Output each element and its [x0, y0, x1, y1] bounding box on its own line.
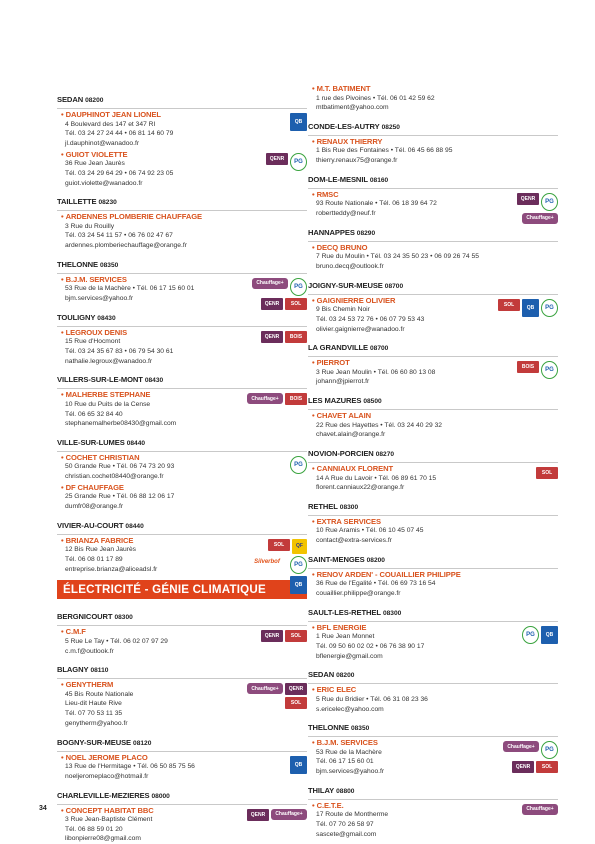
company-name: MALHERBE STEPHANE [66, 390, 151, 399]
certification-logos [235, 456, 307, 474]
qualisol-icon: SOL [536, 467, 558, 479]
qualisol-icon: SOL [285, 298, 307, 310]
contact-line: Tél. 03 24 54 11 57 • 06 76 02 47 67 [61, 231, 307, 241]
city-heading [57, 605, 307, 626]
city-name: SEDAN [57, 95, 83, 104]
company-name: C.E.T.E. [317, 801, 344, 810]
company-entry [308, 190, 558, 219]
company-entry [308, 243, 558, 272]
city-heading [57, 88, 307, 109]
postal-code: 08200 [367, 557, 385, 564]
city-heading [308, 779, 558, 800]
city-heading [57, 514, 307, 535]
company-name-row [312, 517, 558, 527]
company-entry [57, 627, 307, 656]
city-heading [57, 190, 307, 211]
postal-code: 08290 [357, 230, 375, 237]
city-heading [57, 731, 307, 752]
qualisol-icon: SOL [498, 299, 520, 311]
certification-logos [235, 393, 307, 405]
email-link[interactable]: couaillier.philippe@orange.fr [312, 589, 558, 599]
postal-code: 08000 [152, 793, 170, 800]
company-entry [57, 110, 307, 149]
postal-code: 08160 [370, 177, 388, 184]
city-name: THELONNE [57, 260, 98, 269]
company-name: RENOV ARDEN' - COUAILLIER PHILIPPE [317, 570, 461, 579]
postal-code: 08350 [351, 725, 369, 732]
certification-logos [235, 539, 307, 594]
contact-line: Tél. 06 17 15 60 01 [312, 757, 558, 767]
city-heading [57, 431, 307, 452]
contact-line: 14 A Rue du Lavoir • Tél. 06 89 61 70 15 [312, 474, 558, 484]
city-heading [308, 716, 558, 737]
company-name: DECQ BRUNO [317, 243, 368, 252]
contact-line: 45 Bis Route Nationale [61, 690, 307, 700]
certification-logos [486, 467, 558, 479]
company-name: CANNIAUX FLORENT [317, 464, 393, 473]
postal-code: 08500 [363, 398, 381, 405]
city-name: LES MAZURES [308, 396, 361, 405]
chauffage-plus-icon: Chauffage+ [522, 213, 558, 224]
chauffage-plus-icon: Chauffage+ [247, 393, 283, 404]
contact-line: 10 Rue Aramis • Tél. 06 10 45 07 45 [312, 526, 558, 536]
bullet-icon: • [312, 517, 315, 526]
qualibat-icon: QB [290, 113, 307, 131]
company-name: EXTRA SERVICES [317, 517, 381, 526]
company-name: GUIOT VIOLETTE [66, 150, 128, 159]
bullet-icon: • [312, 411, 315, 420]
company-name: BRIANZA FABRICE [66, 536, 134, 545]
qualisol-icon: SOL [285, 697, 307, 709]
certification-logos [235, 756, 307, 774]
contact-line: Tél. 07 70 26 58 97 [312, 820, 558, 830]
city-name: HANNAPPES [308, 228, 355, 237]
contact-line: 3 Rue Jean Moulin • Tél. 06 60 80 13 08 [312, 368, 558, 378]
qualibat-icon: QB [290, 756, 307, 774]
city-name: SAULT-LES-RETHEL [308, 608, 381, 617]
contact-line: 3 Rue du Rouilly [61, 222, 307, 232]
company-entry [57, 753, 307, 782]
company-entry [308, 570, 558, 599]
city-name: RETHEL [308, 502, 338, 511]
bullet-icon: • [61, 453, 64, 462]
company-name-row [312, 685, 558, 695]
right-listing [308, 84, 558, 840]
contact-line: 36 Rue de l'Egalité • Tél. 06 69 73 16 54 [312, 579, 558, 589]
pg-icon: PG [290, 556, 307, 574]
certification-logos [235, 278, 307, 310]
company-name: CHAVET ALAIN [317, 411, 372, 420]
bullet-icon: • [61, 627, 64, 636]
email-link[interactable]: bjm.services@yahoo.fr [312, 767, 558, 777]
qualit-enr-icon: QENR [261, 331, 283, 343]
city-name: CHARLEVILLE-MEZIERES [57, 791, 150, 800]
company-entry [57, 806, 307, 844]
email-link[interactable]: noeljeromeplaco@hotmail.fr [61, 772, 307, 782]
email-link[interactable]: chavet.alain@orange.fr [312, 430, 558, 440]
city-name: THILAY [308, 786, 334, 795]
bullet-icon: • [312, 243, 315, 252]
city-heading [57, 253, 307, 274]
pg-icon: PG [290, 278, 307, 296]
qualifelec-icon: QF [292, 539, 307, 554]
contact-line: 25 Grande Rue • Tél. 06 88 12 06 17 [61, 492, 307, 502]
chauffage-plus-icon: Chauffage+ [252, 278, 288, 289]
contact-line: Tél. 06 08 01 17 89 [61, 555, 307, 565]
email-link[interactable]: nathalie.legroux@wanadoo.fr [61, 357, 307, 367]
city-heading [308, 495, 558, 516]
company-name-row [312, 243, 558, 253]
left-listing-part-1 [57, 88, 307, 574]
bullet-icon: • [312, 801, 315, 810]
city-name: NOVION-PORCIEN [308, 449, 374, 458]
certification-logos [235, 153, 307, 171]
certification-logos [235, 683, 307, 709]
contact-line: Tél. 07 70 53 11 35 [61, 709, 307, 719]
company-entry [57, 390, 307, 429]
bullet-icon: • [61, 212, 64, 221]
postal-code: 08300 [114, 614, 132, 621]
company-entry [57, 150, 307, 189]
contact-line: 5 Rue Le Tay • Tél. 06 02 07 97 29 [61, 637, 307, 647]
email-link[interactable]: ardennes.plomberiechauffage@orange.fr [61, 241, 307, 251]
contact-line: 53 Rue de la Machère • Tél. 06 17 15 60 01 [61, 284, 307, 294]
pg-icon: PG [522, 626, 539, 644]
contact-line: 9 Bis Chemin Noir [312, 305, 558, 315]
email-link[interactable]: bruno.decq@outlook.fr [312, 262, 558, 272]
company-entry [57, 275, 307, 304]
qualit-enr-icon: QENR [261, 298, 283, 310]
contact-line: 10 Rue du Puits de la Cense [61, 400, 307, 410]
bullet-icon: • [61, 680, 64, 689]
email-link[interactable]: s.ericelec@yahoo.com [312, 705, 558, 715]
contact-line: Tél. 09 50 60 02 02 • 06 76 38 90 17 [312, 642, 558, 652]
qualisol-icon: SOL [268, 539, 290, 551]
company-name: B.J.M. SERVICES [66, 275, 127, 284]
company-name: ERIC ELEC [317, 685, 357, 694]
contact-line: 53 Rue de la Machère [312, 748, 558, 758]
contact-line: 15 Rue d'Hocmont [61, 337, 307, 347]
company-name: LEGROUX DENIS [66, 328, 128, 337]
company-name: DAUPHINOT JEAN LIONEL [66, 110, 161, 119]
company-entry [57, 328, 307, 367]
certification-logos [486, 193, 558, 224]
certification-logos [235, 331, 307, 343]
email-link[interactable]: dumfr08@orange.fr [61, 502, 307, 512]
city-heading [308, 601, 558, 622]
bullet-icon: • [61, 753, 64, 762]
contact-line: Tél. 06 88 59 01 20 [61, 825, 307, 835]
certification-logos [486, 626, 558, 644]
city-name: SAINT-MENGES [308, 555, 365, 564]
email-link[interactable]: robertteddy@neuf.fr [312, 209, 558, 219]
company-entry [57, 453, 307, 482]
contact-line: 36 Rue Jean Jaurès [61, 159, 307, 169]
qualisol-icon: SOL [285, 630, 307, 642]
qualibat-icon: QB [290, 576, 307, 594]
email-link[interactable]: libonpierre08@gmail.com [61, 834, 307, 844]
company-name-row [312, 570, 558, 580]
company-entry [308, 358, 558, 387]
postal-code: 08250 [382, 124, 400, 131]
company-name: DF CHAUFFAGE [66, 483, 124, 492]
email-link[interactable]: christian.cochet08440@orange.fr [61, 472, 307, 482]
contact-line: 17 Route de Montherme [312, 810, 558, 820]
email-link[interactable]: stephanemalherbe08430@gmail.com [61, 419, 307, 429]
company-entry [308, 685, 558, 714]
email-link[interactable]: entreprise.brianza@aliceadsl.fr [61, 565, 307, 575]
bullet-icon: • [312, 623, 315, 632]
section-title: ÉLECTRICITÉ - GÉNIE CLIMATIQUE [57, 580, 307, 599]
company-entry [308, 623, 558, 662]
company-name: COCHET CHRISTIAN [66, 453, 140, 462]
company-entry [308, 296, 558, 335]
contact-line: 3 Rue Jean-Baptiste Clément [61, 815, 307, 825]
email-link[interactable]: thierry.renaux75@orange.fr [312, 156, 558, 166]
company-entry [308, 411, 558, 440]
city-name: BOGNY-SUR-MEUSE [57, 738, 131, 747]
city-name: THELONNE [308, 723, 349, 732]
postal-code: 08350 [100, 262, 118, 269]
postal-code: 08430 [145, 377, 163, 384]
postal-code: 08440 [125, 523, 143, 530]
pg-icon: PG [541, 741, 558, 759]
qualibois-icon: BOIS [517, 361, 539, 373]
chauffage-plus-icon: Chauffage+ [522, 804, 558, 815]
company-name: BFL ENERGIE [317, 623, 367, 632]
company-entry [308, 84, 558, 113]
contact-line: 4 Boulevard des 147 et 347 RI [61, 120, 307, 130]
postal-code: 08430 [97, 315, 115, 322]
qualit-enr-icon: QENR [266, 153, 288, 165]
bullet-icon: • [312, 685, 315, 694]
contact-line: 12 Bis Rue Jean Jaurès [61, 545, 307, 555]
company-name: ARDENNES PLOMBERIE CHAUFFAGE [66, 212, 202, 221]
city-heading [308, 548, 558, 569]
company-name: GENYTHERM [66, 680, 114, 689]
email-link[interactable]: bjm.services@yahoo.fr [61, 294, 307, 304]
postal-code: 08230 [98, 199, 116, 206]
company-name: GAIGNIERRE OLIVIER [317, 296, 396, 305]
contact-line: Lieu-dit Haute Rive [61, 699, 307, 709]
email-link[interactable]: jl.dauphinot@wanadoo.fr [61, 139, 307, 149]
company-entry [308, 137, 558, 166]
city-name: TOULIGNY [57, 313, 95, 322]
company-entry [308, 738, 558, 777]
city-name: BERGNICOURT [57, 612, 112, 621]
bullet-icon: • [61, 806, 64, 815]
certification-logos [486, 361, 558, 379]
bullet-icon: • [312, 570, 315, 579]
postal-code: 08110 [90, 667, 108, 674]
contact-line: 13 Rue de l'Hermitage • Tél. 06 50 85 75 56 [61, 762, 307, 772]
email-link[interactable]: guiot.violette@wanadoo.fr [61, 179, 307, 189]
pg-icon: PG [541, 299, 558, 317]
company-entry [308, 517, 558, 546]
pg-icon: PG [541, 361, 558, 379]
certification-logos [486, 804, 558, 815]
pg-icon: PG [290, 456, 307, 474]
company-name: RENAUX THIERRY [317, 137, 383, 146]
city-heading [308, 336, 558, 357]
city-heading [308, 168, 558, 189]
company-name: CONCEPT HABITAT BBC [66, 806, 154, 815]
company-name: RMSC [317, 190, 339, 199]
contact-line: 93 Route Nationale • Tél. 06 18 39 64 72 [312, 199, 558, 209]
chauffage-plus-icon: Chauffage+ [503, 741, 539, 752]
email-link[interactable]: bflenergie@gmail.com [312, 652, 558, 662]
company-entry [57, 680, 307, 728]
company-name-row [312, 137, 558, 147]
company-name-row [312, 84, 558, 94]
contact-line: 1 Rue Jean Monnet [312, 632, 558, 642]
email-link[interactable]: sascete@gmail.com [312, 830, 558, 840]
city-name: VIVIER-AU-COURT [57, 521, 123, 530]
chauffage-plus-icon: Chauffage+ [271, 809, 307, 820]
company-name-row [312, 411, 558, 421]
city-name: CONDE-LES-AUTRY [308, 122, 380, 131]
contact-line: Tél. 06 65 32 84 40 [61, 410, 307, 420]
bullet-icon: • [61, 328, 64, 337]
qualibat-icon: QB [541, 626, 558, 644]
bullet-icon: • [61, 483, 64, 492]
city-heading [57, 658, 307, 679]
contact-line: 5 Rue du Bridier • Tél. 06 31 08 23 36 [312, 695, 558, 705]
bullet-icon: • [61, 275, 64, 284]
qualit-enr-icon: QENR [261, 630, 283, 642]
pg-icon: PG [290, 153, 307, 171]
left-column [57, 86, 307, 844]
city-heading [308, 442, 558, 463]
company-entry [308, 464, 558, 493]
contact-line: 22 Rue des Hayettes • Tél. 03 24 40 29 32 [312, 421, 558, 431]
page-number: 34 [39, 805, 47, 812]
city-name: VILLERS-SUR-LE-MONT [57, 375, 143, 384]
postal-code: 08300 [340, 504, 358, 511]
city-name: VILLE-SUR-LUMES [57, 438, 125, 447]
company-name: PIERROT [317, 358, 350, 367]
certification-logos [486, 741, 558, 773]
postal-code: 08300 [383, 610, 401, 617]
bullet-icon: • [312, 738, 315, 747]
silverbof-icon: Silverbof [246, 556, 288, 568]
city-heading [308, 115, 558, 136]
city-heading [308, 389, 558, 410]
contact-line: Tél. 03 24 53 72 76 • 06 07 79 53 43 [312, 315, 558, 325]
city-heading [57, 368, 307, 389]
postal-code: 08200 [85, 97, 103, 104]
postal-code: 08700 [385, 283, 403, 290]
bullet-icon: • [61, 110, 64, 119]
company-entry [308, 801, 558, 840]
chauffage-plus-icon: Chauffage+ [247, 683, 283, 694]
city-heading [308, 274, 558, 295]
bullet-icon: • [312, 358, 315, 367]
city-heading [308, 663, 558, 684]
contact-line: 1 Bis Rue des Fontaines • Tél. 06 45 66 88 95 [312, 146, 558, 156]
city-name: BLAGNY [57, 665, 88, 674]
certification-logos [235, 113, 307, 131]
certification-logos [235, 809, 307, 821]
company-entry [57, 212, 307, 251]
email-link[interactable]: mtbatiment@yahoo.com [312, 103, 558, 113]
certification-logos [235, 630, 307, 642]
city-heading [308, 221, 558, 242]
bullet-icon: • [312, 84, 315, 93]
postal-code: 08270 [376, 451, 394, 458]
city-name: TAILLETTE [57, 197, 96, 206]
bullet-icon: • [61, 536, 64, 545]
bullet-icon: • [61, 390, 64, 399]
bullet-icon: • [312, 190, 315, 199]
postal-code: 08800 [336, 788, 354, 795]
company-name: M.T. BATIMENT [317, 84, 371, 93]
company-entry [57, 536, 307, 575]
email-link[interactable]: contact@extra-services.fr [312, 536, 558, 546]
city-name: DOM-LE-MESNIL [308, 175, 368, 184]
email-link[interactable]: florent.canniaux22@orange.fr [312, 483, 558, 493]
right-column [308, 83, 558, 840]
bullet-icon: • [312, 464, 315, 473]
qualit-enr-icon: QENR [247, 809, 269, 821]
contact-line: Tél. 03 24 35 67 83 • 06 79 54 30 61 [61, 347, 307, 357]
company-name-row [61, 212, 307, 222]
email-link[interactable]: genytherm@yahoo.fr [61, 719, 307, 729]
qualit-enr-icon: QENR [517, 193, 539, 205]
qualibois-icon: BOIS [285, 393, 307, 405]
contact-line: 1 rue des Pivoines • Tél. 06 01 42 59 62 [312, 94, 558, 104]
contact-line: 50 Grande Rue • Tél. 06 74 73 20 93 [61, 462, 307, 472]
qualibois-icon: BOIS [285, 331, 307, 343]
contact-line: Tél. 03 24 29 64 29 • 06 74 92 23 05 [61, 169, 307, 179]
email-link[interactable]: c.m.f@outlook.fr [61, 647, 307, 657]
qualit-enr-icon: QENR [285, 683, 307, 695]
city-name: SEDAN [308, 670, 334, 679]
city-name: LA GRANDVILLE [308, 343, 368, 352]
bullet-icon: • [312, 296, 315, 305]
bullet-icon: • [61, 150, 64, 159]
postal-code: 08700 [370, 345, 388, 352]
company-name: C.M.F [66, 627, 86, 636]
email-link[interactable]: johann@jpierrot.fr [312, 377, 558, 387]
city-heading [57, 784, 307, 805]
company-name: NOEL JEROME PLACO [66, 753, 148, 762]
qualisol-icon: SOL [536, 761, 558, 773]
email-link[interactable]: olivier.gaignierre@wanadoo.fr [312, 325, 558, 335]
qualibat-icon: QB [522, 299, 539, 317]
company-name: B.J.M. SERVICES [317, 738, 378, 747]
bullet-icon: • [312, 137, 315, 146]
certification-logos [486, 299, 558, 317]
company-name-row [61, 483, 307, 493]
contact-line: Tél. 03 24 27 24 44 • 06 81 14 60 79 [61, 129, 307, 139]
company-entry [57, 483, 307, 512]
postal-code: 08200 [336, 672, 354, 679]
pg-icon: PG [541, 193, 558, 211]
qualit-enr-icon: QENR [512, 761, 534, 773]
city-name: JOIGNY-SUR-MEUSE [308, 281, 383, 290]
postal-code: 08120 [133, 740, 151, 747]
postal-code: 08440 [127, 440, 145, 447]
left-listing-part-2 [57, 605, 307, 844]
contact-line: 7 Rue du Moulin • Tél. 03 24 35 50 23 • 06 09 26 74 55 [312, 252, 558, 262]
